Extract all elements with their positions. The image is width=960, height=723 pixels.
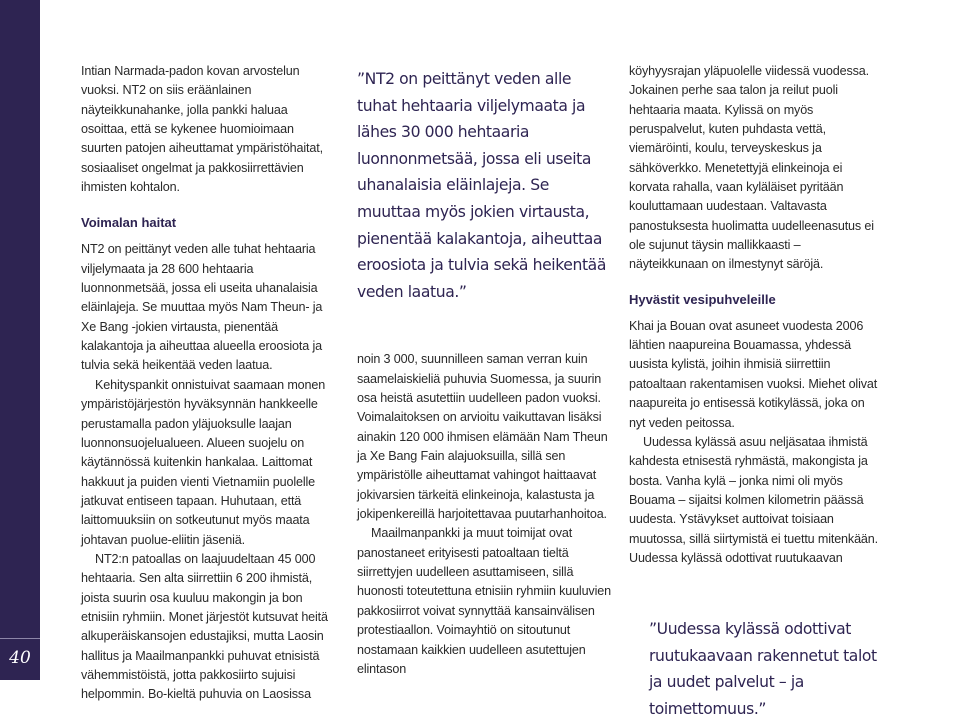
column-2 [357, 66, 611, 679]
col3-paragraph-2: Khai ja Bouan ovat asuneet vuodesta 2006 lähtien naapureina Bouamassa, yhdessä uusista kylistä, joihin ihmisiä siirrettiin patoaltaan rakentamisen vuoksi. Miehet olivat naapureita jo entisessä kotikylässä, joka on nyt veden peitossa. [629, 318, 878, 430]
col2-paragraph-2: Maailmanpankki ja muut toimijat ovat panostaneet erityisesti patoaltaan tieltä siirrettyjen uudelleen asuttamiseen, sillä huonosti toteutettuna etnisiin ryhmiin kuuluvien pakkosiirrot voivat synnyttää kansainvälisen protestiaallon. Voimayhtiö on sitoutunut nostamaan kaikkien uudelleen asutettujen elintason [357, 526, 611, 676]
col1-paragraph-2: NT2 on peittänyt veden alle tuhat hehtaaria viljelymaata ja 28 600 hehtaaria luonnonmetsää, jossa eli useita uhanalaisia eläinlajeja. Se muuttaa myös Nam Theun- ja Xe Bang -jokien virtausta, pienentää kalakantoja ja aiheuttaa alueella eroosiota ja tulvia sekä heikentää veden laatua. [81, 242, 323, 373]
col1-paragraph-4: NT2:n patoallas on laajuudeltaan 45 000 hehtaaria. Sen alta siirrettiin 6 200 ihmistä, joista suurin osa kuuluu makongin ja bon etnisiin ryhmiin. Monet järjestöt kutsuvat heitä alkuperäiskansojen edustajiksi, mutta Laosin hallitus ja Maailmanpankki puhuvat etnisistä vähemmistöistä, jotta pakkosiirto sujuisi helpommin. Bo-kieltä puhuvia on Laosissa [81, 551, 328, 702]
page-number-divider [0, 638, 40, 639]
column-3 [629, 62, 883, 723]
section-heading-voimalan-haitat: Voimalan haitat [81, 215, 177, 231]
col3-paragraph-1: köyhyysrajan yläpuolelle viidessä vuodessa. Jokainen perhe saa talon ja reilut puoli hehtaaria maata. Kylissä on myös peruspalvelut, kuten puhdasta vettä, viemäröinti, koulu, terveyskeskus ja sähköverkko. Menetettyjä elinkeinoja ei korvata rahalla, vaan kyläläiset pyritään kouluttamaan uudestaan. Valtavasta panostuksesta huolimatta uudelleenasutus ei ole sujunut täysin mallikkaasti – näyteikkunaan on ilmestynyt säröjä. [629, 64, 874, 272]
section-heading-hyvastit-vesipuhveleille: Hyvästit vesipuhveleille [629, 291, 776, 307]
page-number: 40 [9, 648, 31, 668]
column-1 [81, 62, 337, 705]
col1-paragraph-1: Intian Narmada-padon kovan arvostelun vuoksi. NT2 on siis eräänlainen näyteikkunahanke, jolla pankki haluaa osoittaa, että se kykenee huomioimaan suurten patojen aiheuttamat ympäristöhaitat, sosiaaliset ongelmat ja pakkosiirrettävien ihmisten kohtalon. [81, 64, 323, 195]
col1-paragraph-3: Kehityspankit onnistuivat saamaan monen ympäristöjärjestön hyväksynnän hankkeelle perustamalla padon yläjuoksulle laajan luonnonsuojelualueen. Alueen suojelu on käytännössä kuitenkin hankalaa. Laittomat hakkuut ja puiden vienti Vietnamiin puolelle jatkuvat entiseen tapaan. Huhutaan, että laittomuuksiin on sotkeutunut myös maata johtavan puolue-eliitin jäseniä. [81, 377, 326, 547]
pull-quote-2: ”Uudessa kylässä odottivat ruutukaavaan rakennetut talot ja uudet palvelut – ja toimettomuus.” [649, 620, 877, 719]
pull-quote-1: ”NT2 on peittänyt veden alle tuhat hehtaaria viljelymaata ja lähes 30 000 hehtaaria luonnonmetsää, jossa eli useita uhanalaisia eläinlajeja. Se muuttaa myös jokien virtausta, pienentää kalakantoja, aiheuttaa eroosiota ja tulvia sekä heikentää veden laatua.” [357, 70, 606, 301]
page-sidebar [0, 0, 40, 680]
col2-paragraph-1: noin 3 000, suunnilleen saman verran kuin saamelaiskieliä puhuvia Suomessa, ja suurin osa heistä asutettiin uudelleen padon vuoksi. Voimalaitoksen on arvioitu vaikuttavan lisäksi ainakin 120 000 ihmisen elämään Nam Theun ja Xe Bang Fain alajuoksuilla, sillä sen ympäristölle aiheuttamat vahingot haittaavat jokivarsien tärkeitä elinkeinoja, kalastusta ja jokipenkereillä harjoitettavaa puutarhanhoitoa. [357, 352, 608, 522]
col3-paragraph-3: Uudessa kylässä asuu neljäsataa ihmistä kahdesta etnisestä ryhmästä, makongista ja bosta. Vanha kylä – jonka nimi oli myös Bouama – sijaitsi kolmen kilometrin päässä uudesta. Ystävykset auttoivat toisiaan muutossa, sillä siirtymistä ei tuettu mitenkään. Uudessa kylässä odottivat ruutukaavan [629, 434, 878, 565]
